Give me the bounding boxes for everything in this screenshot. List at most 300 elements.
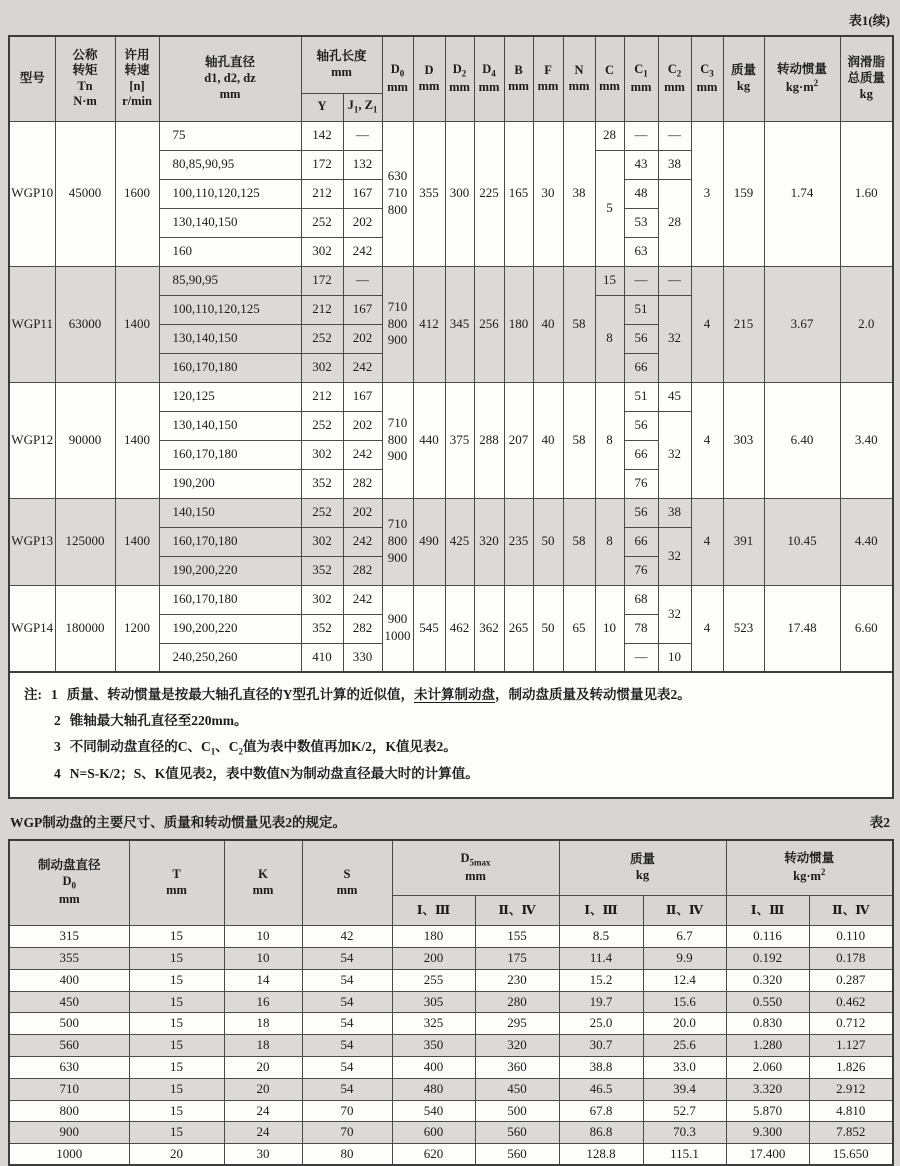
c-cell: 28: [595, 121, 624, 150]
d0-cell: 710 800 900: [382, 498, 413, 585]
table2-brake-discs: [8, 839, 894, 1166]
t1-header-cell: 润滑脂 总质量 kg: [840, 36, 893, 121]
inertia-ii-iv-cell: 15.650: [809, 1144, 893, 1166]
inertia-i-iii-cell: 9.300: [726, 1122, 809, 1144]
jz-length-cell: 282: [343, 469, 382, 498]
jz-length-cell: 167: [343, 382, 382, 411]
disc-diameter-cell: 800: [9, 1100, 129, 1122]
d5max-ii-iv-cell: 295: [475, 1013, 559, 1035]
t1-header-cell: C mm: [595, 36, 624, 121]
inertia-ii-iv-cell: 0.462: [809, 991, 893, 1013]
y-length-cell: 302: [301, 527, 343, 556]
jz-length-cell: 330: [343, 643, 382, 672]
disc-diameter-cell: 630: [9, 1056, 129, 1078]
t-cell: 15: [129, 1100, 224, 1122]
s-cell: 80: [302, 1144, 392, 1166]
d-cell: 355: [413, 121, 445, 266]
note-text: ，制动盘质量及转动惯量见表2。: [495, 687, 691, 702]
mass-ii-iv-cell: 70.3: [643, 1122, 726, 1144]
table2-row: [9, 1056, 893, 1078]
bore-cell: 120,125: [159, 382, 301, 411]
d5max-ii-iv-cell: 320: [475, 1035, 559, 1057]
note-line: [24, 682, 882, 708]
inertia-ii-iv-cell: 4.810: [809, 1100, 893, 1122]
jz-length-cell: 132: [343, 150, 382, 179]
bore-cell: 160,170,180: [159, 527, 301, 556]
note-text: 锥轴最大轴孔直径至220mm。: [69, 712, 248, 728]
s-cell: 70: [302, 1100, 392, 1122]
mass-i-iii-cell: 19.7: [559, 991, 643, 1013]
inertia-i-iii-cell: 0.192: [726, 947, 809, 969]
y-length-cell: 252: [301, 411, 343, 440]
d2-cell: 300: [445, 121, 474, 266]
jz-length-cell: 202: [343, 324, 382, 353]
bore-cell: 160,170,180: [159, 585, 301, 614]
note-line: [24, 708, 882, 734]
c2-cell: 32: [658, 585, 691, 643]
c3-cell: 4: [691, 585, 723, 672]
k-cell: 20: [224, 1078, 302, 1100]
c2-cell: 45: [658, 382, 691, 411]
b-cell: 207: [504, 382, 533, 498]
t1-header-cell: $J_1$, $Z_1$: [343, 93, 382, 121]
c1-cell: 43: [624, 150, 658, 179]
bore-cell: 190,200,220: [159, 556, 301, 585]
n-cell: 38: [563, 121, 595, 266]
t2-header-cell: S mm: [302, 840, 392, 926]
jz-length-cell: 282: [343, 614, 382, 643]
b-cell: 265: [504, 585, 533, 672]
f-cell: 40: [533, 266, 563, 382]
y-length-cell: 252: [301, 208, 343, 237]
d5max-ii-iv-cell: 360: [475, 1056, 559, 1078]
jz-length-cell: 167: [343, 179, 382, 208]
f-cell: 40: [533, 382, 563, 498]
inertia-ii-iv-cell: 0.178: [809, 947, 893, 969]
t1-header-cell: $D_4$ mm: [474, 36, 504, 121]
disc-diameter-cell: 710: [9, 1078, 129, 1100]
t-cell: 15: [129, 926, 224, 948]
mass-ii-iv-cell: 33.0: [643, 1056, 726, 1078]
jz-length-cell: 202: [343, 411, 382, 440]
note-text: 不同制动盘直径的C、$C_1$、$C_2$值为表中数值再加K/2，K值见表2。: [69, 738, 457, 757]
speed-cell: 1200: [115, 585, 159, 672]
t1-header-cell: 许用 转速 [n] r/min: [115, 36, 159, 121]
disc-diameter-cell: 450: [9, 991, 129, 1013]
c2-cell: 38: [658, 150, 691, 179]
t1-header-cell: $C_2$ mm: [658, 36, 691, 121]
inertia-i-iii-cell: 2.060: [726, 1056, 809, 1078]
c1-cell: 56: [624, 498, 658, 527]
y-length-cell: 212: [301, 382, 343, 411]
f-cell: 30: [533, 121, 563, 266]
t2-header-cell: K mm: [224, 840, 302, 926]
t2-header-cell: 质量 kg: [559, 840, 726, 896]
c2-cell: 38: [658, 498, 691, 527]
bore-cell: 160,170,180: [159, 440, 301, 469]
bore-cell: 130,140,150: [159, 324, 301, 353]
speed-cell: 1400: [115, 498, 159, 585]
d5max-i-iii-cell: 480: [392, 1078, 475, 1100]
d4-cell: 288: [474, 382, 504, 498]
t-cell: 15: [129, 947, 224, 969]
mass-ii-iv-cell: 39.4: [643, 1078, 726, 1100]
disc-diameter-cell: 1000: [9, 1144, 129, 1166]
grease-cell: 6.60: [840, 585, 893, 672]
t-cell: 15: [129, 1078, 224, 1100]
bore-cell: 190,200: [159, 469, 301, 498]
s-cell: 54: [302, 969, 392, 991]
inertia-cell: 3.67: [764, 266, 840, 382]
k-cell: 16: [224, 991, 302, 1013]
inertia-ii-iv-cell: 0.287: [809, 969, 893, 991]
d0-cell: 630 710 800: [382, 121, 413, 266]
c1-cell: —: [624, 266, 658, 295]
k-cell: 10: [224, 947, 302, 969]
d2-cell: 462: [445, 585, 474, 672]
y-length-cell: 302: [301, 585, 343, 614]
between-tables-row: [8, 799, 892, 839]
mass-i-iii-cell: 67.8: [559, 1100, 643, 1122]
c1-cell: 76: [624, 469, 658, 498]
c1-cell: 66: [624, 527, 658, 556]
t-cell: 15: [129, 1122, 224, 1144]
grease-cell: 1.60: [840, 121, 893, 266]
c-cell: 5: [595, 150, 624, 266]
speed-cell: 1600: [115, 121, 159, 266]
d5max-i-iii-cell: 325: [392, 1013, 475, 1035]
inertia-i-iii-cell: 0.830: [726, 1013, 809, 1035]
t-cell: 15: [129, 1056, 224, 1078]
mass-ii-iv-cell: 115.1: [643, 1144, 726, 1166]
mass-i-iii-cell: 86.8: [559, 1122, 643, 1144]
bore-cell: 85,90,95: [159, 266, 301, 295]
t1-header-cell: D mm: [413, 36, 445, 121]
jz-length-cell: —: [343, 121, 382, 150]
inertia-i-iii-cell: 1.280: [726, 1035, 809, 1057]
t-cell: 15: [129, 991, 224, 1013]
d4-cell: 256: [474, 266, 504, 382]
d5max-i-iii-cell: 620: [392, 1144, 475, 1166]
torque-cell: 45000: [55, 121, 115, 266]
c3-cell: 4: [691, 382, 723, 498]
c-cell: 8: [595, 295, 624, 382]
y-length-cell: 302: [301, 353, 343, 382]
c1-cell: 78: [624, 614, 658, 643]
k-cell: 24: [224, 1122, 302, 1144]
d5max-i-iii-cell: 255: [392, 969, 475, 991]
c1-cell: 48: [624, 179, 658, 208]
d5max-i-iii-cell: 540: [392, 1100, 475, 1122]
table2-row: [9, 947, 893, 969]
d0-cell: 710 800 900: [382, 382, 413, 498]
mass-i-iii-cell: 15.2: [559, 969, 643, 991]
c1-cell: —: [624, 121, 658, 150]
mass-cell: 391: [723, 498, 764, 585]
inertia-ii-iv-cell: 2.912: [809, 1078, 893, 1100]
c3-cell: 3: [691, 121, 723, 266]
c-cell: 15: [595, 266, 624, 295]
note-number: 1: [51, 687, 58, 702]
inertia-ii-iv-cell: 1.826: [809, 1056, 893, 1078]
c3-cell: 4: [691, 498, 723, 585]
d4-cell: 320: [474, 498, 504, 585]
t-cell: 20: [129, 1144, 224, 1166]
mass-i-iii-cell: 11.4: [559, 947, 643, 969]
mass-cell: 159: [723, 121, 764, 266]
s-cell: 54: [302, 1013, 392, 1035]
d5max-ii-iv-cell: 560: [475, 1122, 559, 1144]
note-text: 未计算制动盘: [414, 687, 495, 702]
d2-cell: 425: [445, 498, 474, 585]
mass-i-iii-cell: 128.8: [559, 1144, 643, 1166]
t1-header-cell: 质量 kg: [723, 36, 764, 121]
t-cell: 15: [129, 1035, 224, 1057]
c1-cell: —: [624, 643, 658, 672]
s-cell: 54: [302, 947, 392, 969]
k-cell: 18: [224, 1035, 302, 1057]
table1-caption: 表1(续): [848, 13, 890, 28]
y-length-cell: 352: [301, 556, 343, 585]
bore-cell: 75: [159, 121, 301, 150]
mass-i-iii-cell: 25.0: [559, 1013, 643, 1035]
t-cell: 15: [129, 1013, 224, 1035]
d0-cell: 710 800 900: [382, 266, 413, 382]
jz-length-cell: 242: [343, 237, 382, 266]
d5max-ii-iv-cell: 500: [475, 1100, 559, 1122]
y-length-cell: 302: [301, 440, 343, 469]
mass-cell: 303: [723, 382, 764, 498]
c2-cell: —: [658, 121, 691, 150]
jz-length-cell: —: [343, 266, 382, 295]
t2-header-cell: $D_{5max}$ mm: [392, 840, 559, 896]
s-cell: 54: [302, 1035, 392, 1057]
mass-ii-iv-cell: 20.0: [643, 1013, 726, 1035]
n-cell: 58: [563, 382, 595, 498]
inertia-ii-iv-cell: 0.110: [809, 926, 893, 948]
disc-diameter-cell: 400: [9, 969, 129, 991]
table2-row: [9, 1013, 893, 1035]
c1-cell: 66: [624, 440, 658, 469]
c2-cell: 32: [658, 411, 691, 498]
k-cell: 30: [224, 1144, 302, 1166]
table1-notes: [8, 673, 894, 799]
c3-cell: 4: [691, 266, 723, 382]
table2-body: [9, 926, 893, 1166]
c2-cell: —: [658, 266, 691, 295]
inertia-cell: 17.48: [764, 585, 840, 672]
y-length-cell: 352: [301, 469, 343, 498]
mass-ii-iv-cell: 15.6: [643, 991, 726, 1013]
t2-header-cell: Ⅰ、Ⅲ: [726, 896, 809, 926]
notes-label: 注:: [24, 687, 42, 702]
inertia-i-iii-cell: 0.116: [726, 926, 809, 948]
bore-cell: 80,85,90,95: [159, 150, 301, 179]
b-cell: 235: [504, 498, 533, 585]
f-cell: 50: [533, 498, 563, 585]
table2-row: [9, 1078, 893, 1100]
bore-cell: 130,140,150: [159, 411, 301, 440]
d-cell: 490: [413, 498, 445, 585]
y-length-cell: 172: [301, 266, 343, 295]
t1-header-cell: 轴孔直径 d1, d2, dz mm: [159, 36, 301, 121]
mass-i-iii-cell: 38.8: [559, 1056, 643, 1078]
d5max-ii-iv-cell: 560: [475, 1144, 559, 1166]
table1-header: [9, 36, 893, 121]
jz-length-cell: 242: [343, 353, 382, 382]
t1-header-cell: $C_1$ mm: [624, 36, 658, 121]
table2-caption: 表2: [869, 814, 890, 830]
d5max-i-iii-cell: 600: [392, 1122, 475, 1144]
mass-ii-iv-cell: 9.9: [643, 947, 726, 969]
inertia-i-iii-cell: 17.400: [726, 1144, 809, 1166]
mass-ii-iv-cell: 52.7: [643, 1100, 726, 1122]
n-cell: 58: [563, 266, 595, 382]
d5max-ii-iv-cell: 450: [475, 1078, 559, 1100]
jz-length-cell: 282: [343, 556, 382, 585]
grease-cell: 4.40: [840, 498, 893, 585]
t-cell: 15: [129, 969, 224, 991]
note-line: [24, 761, 882, 787]
inertia-cell: 1.74: [764, 121, 840, 266]
c1-cell: 51: [624, 295, 658, 324]
jz-length-cell: 242: [343, 440, 382, 469]
model-cell: WGP10: [9, 121, 55, 266]
t2-header-cell: Ⅰ、Ⅲ: [392, 896, 475, 926]
jz-length-cell: 167: [343, 295, 382, 324]
y-length-cell: 302: [301, 237, 343, 266]
table2-row: [9, 1100, 893, 1122]
t1-header-cell: F mm: [533, 36, 563, 121]
t2-header-cell: Ⅱ、Ⅳ: [809, 896, 893, 926]
c-cell: 8: [595, 382, 624, 498]
mass-ii-iv-cell: 6.7: [643, 926, 726, 948]
t2-header-cell: Ⅱ、Ⅳ: [643, 896, 726, 926]
bore-cell: 160,170,180: [159, 353, 301, 382]
note-text: 质量、转动惯量是按最大轴孔直径的Y型孔计算的近似值，: [66, 687, 414, 702]
mass-i-iii-cell: 8.5: [559, 926, 643, 948]
speed-cell: 1400: [115, 266, 159, 382]
table2-row: [9, 926, 893, 948]
d5max-i-iii-cell: 305: [392, 991, 475, 1013]
inertia-ii-iv-cell: 1.127: [809, 1035, 893, 1057]
speed-cell: 1400: [115, 382, 159, 498]
k-cell: 18: [224, 1013, 302, 1035]
disc-diameter-cell: 355: [9, 947, 129, 969]
table2-header: [9, 840, 893, 926]
inertia-ii-iv-cell: 0.712: [809, 1013, 893, 1035]
torque-cell: 180000: [55, 585, 115, 672]
c2-cell: 10: [658, 643, 691, 672]
model-cell: WGP14: [9, 585, 55, 672]
bore-cell: 100,110,120,125: [159, 295, 301, 324]
table1-body: [9, 121, 893, 672]
s-cell: 42: [302, 926, 392, 948]
y-length-cell: 410: [301, 643, 343, 672]
k-cell: 20: [224, 1056, 302, 1078]
s-cell: 54: [302, 991, 392, 1013]
torque-cell: 125000: [55, 498, 115, 585]
t1-header-cell: 公称 转矩 Tn N·m: [55, 36, 115, 121]
b-cell: 165: [504, 121, 533, 266]
c2-cell: 32: [658, 527, 691, 585]
grease-cell: 3.40: [840, 382, 893, 498]
d4-cell: 225: [474, 121, 504, 266]
d5max-ii-iv-cell: 280: [475, 991, 559, 1013]
d5max-i-iii-cell: 180: [392, 926, 475, 948]
mass-cell: 523: [723, 585, 764, 672]
s-cell: 54: [302, 1078, 392, 1100]
d5max-ii-iv-cell: 175: [475, 947, 559, 969]
note-text: N=S-K/2；S、K值见表2，表中数值N为制动盘直径最大时的计算值。: [69, 765, 479, 781]
torque-cell: 63000: [55, 266, 115, 382]
grease-cell: 2.0: [840, 266, 893, 382]
note-number: 2: [54, 712, 61, 728]
jz-length-cell: 242: [343, 585, 382, 614]
k-cell: 10: [224, 926, 302, 948]
disc-diameter-cell: 500: [9, 1013, 129, 1035]
c1-cell: 66: [624, 353, 658, 382]
mass-ii-iv-cell: 12.4: [643, 969, 726, 991]
c1-cell: 68: [624, 585, 658, 614]
d5max-i-iii-cell: 200: [392, 947, 475, 969]
bore-cell: 240,250,260: [159, 643, 301, 672]
t1-header-cell: 型号: [9, 36, 55, 121]
mass-i-iii-cell: 30.7: [559, 1035, 643, 1057]
c2-cell: 28: [658, 179, 691, 266]
table1-couplings: [8, 35, 894, 673]
d-cell: 545: [413, 585, 445, 672]
c1-cell: 53: [624, 208, 658, 237]
t1-header-cell: 转动惯量 $kg\cdot m^2$: [764, 36, 840, 121]
f-cell: 50: [533, 585, 563, 672]
jz-length-cell: 242: [343, 527, 382, 556]
inertia-ii-iv-cell: 7.852: [809, 1122, 893, 1144]
d5max-ii-iv-cell: 155: [475, 926, 559, 948]
y-length-cell: 142: [301, 121, 343, 150]
note-number: 3: [54, 738, 61, 754]
inertia-i-iii-cell: 3.320: [726, 1078, 809, 1100]
s-cell: 70: [302, 1122, 392, 1144]
t1-header-cell: Y: [301, 93, 343, 121]
c1-cell: 76: [624, 556, 658, 585]
t2-header-cell: T mm: [129, 840, 224, 926]
bore-cell: 140,150: [159, 498, 301, 527]
table2-row: [9, 991, 893, 1013]
inertia-cell: 10.45: [764, 498, 840, 585]
inertia-i-iii-cell: 5.870: [726, 1100, 809, 1122]
t1-header-cell: 轴孔长度 mm: [301, 36, 382, 93]
t1-header-cell: $C_3$ mm: [691, 36, 723, 121]
d4-cell: 362: [474, 585, 504, 672]
d-cell: 440: [413, 382, 445, 498]
t2-header-cell: 制动盘直径 $D_0$ mm: [9, 840, 129, 926]
t1-header-cell: B mm: [504, 36, 533, 121]
note-line: [24, 734, 882, 761]
n-cell: 58: [563, 498, 595, 585]
c-cell: 10: [595, 585, 624, 672]
d5max-i-iii-cell: 400: [392, 1056, 475, 1078]
jz-length-cell: 202: [343, 208, 382, 237]
torque-cell: 90000: [55, 382, 115, 498]
b-cell: 180: [504, 266, 533, 382]
bore-cell: 190,200,220: [159, 614, 301, 643]
inertia-i-iii-cell: 0.550: [726, 991, 809, 1013]
t1-header-cell: $D_0$ mm: [382, 36, 413, 121]
y-length-cell: 352: [301, 614, 343, 643]
t2-header-cell: 转动惯量 $kg\cdot m^2$: [726, 840, 893, 896]
table2-row: [9, 1035, 893, 1057]
